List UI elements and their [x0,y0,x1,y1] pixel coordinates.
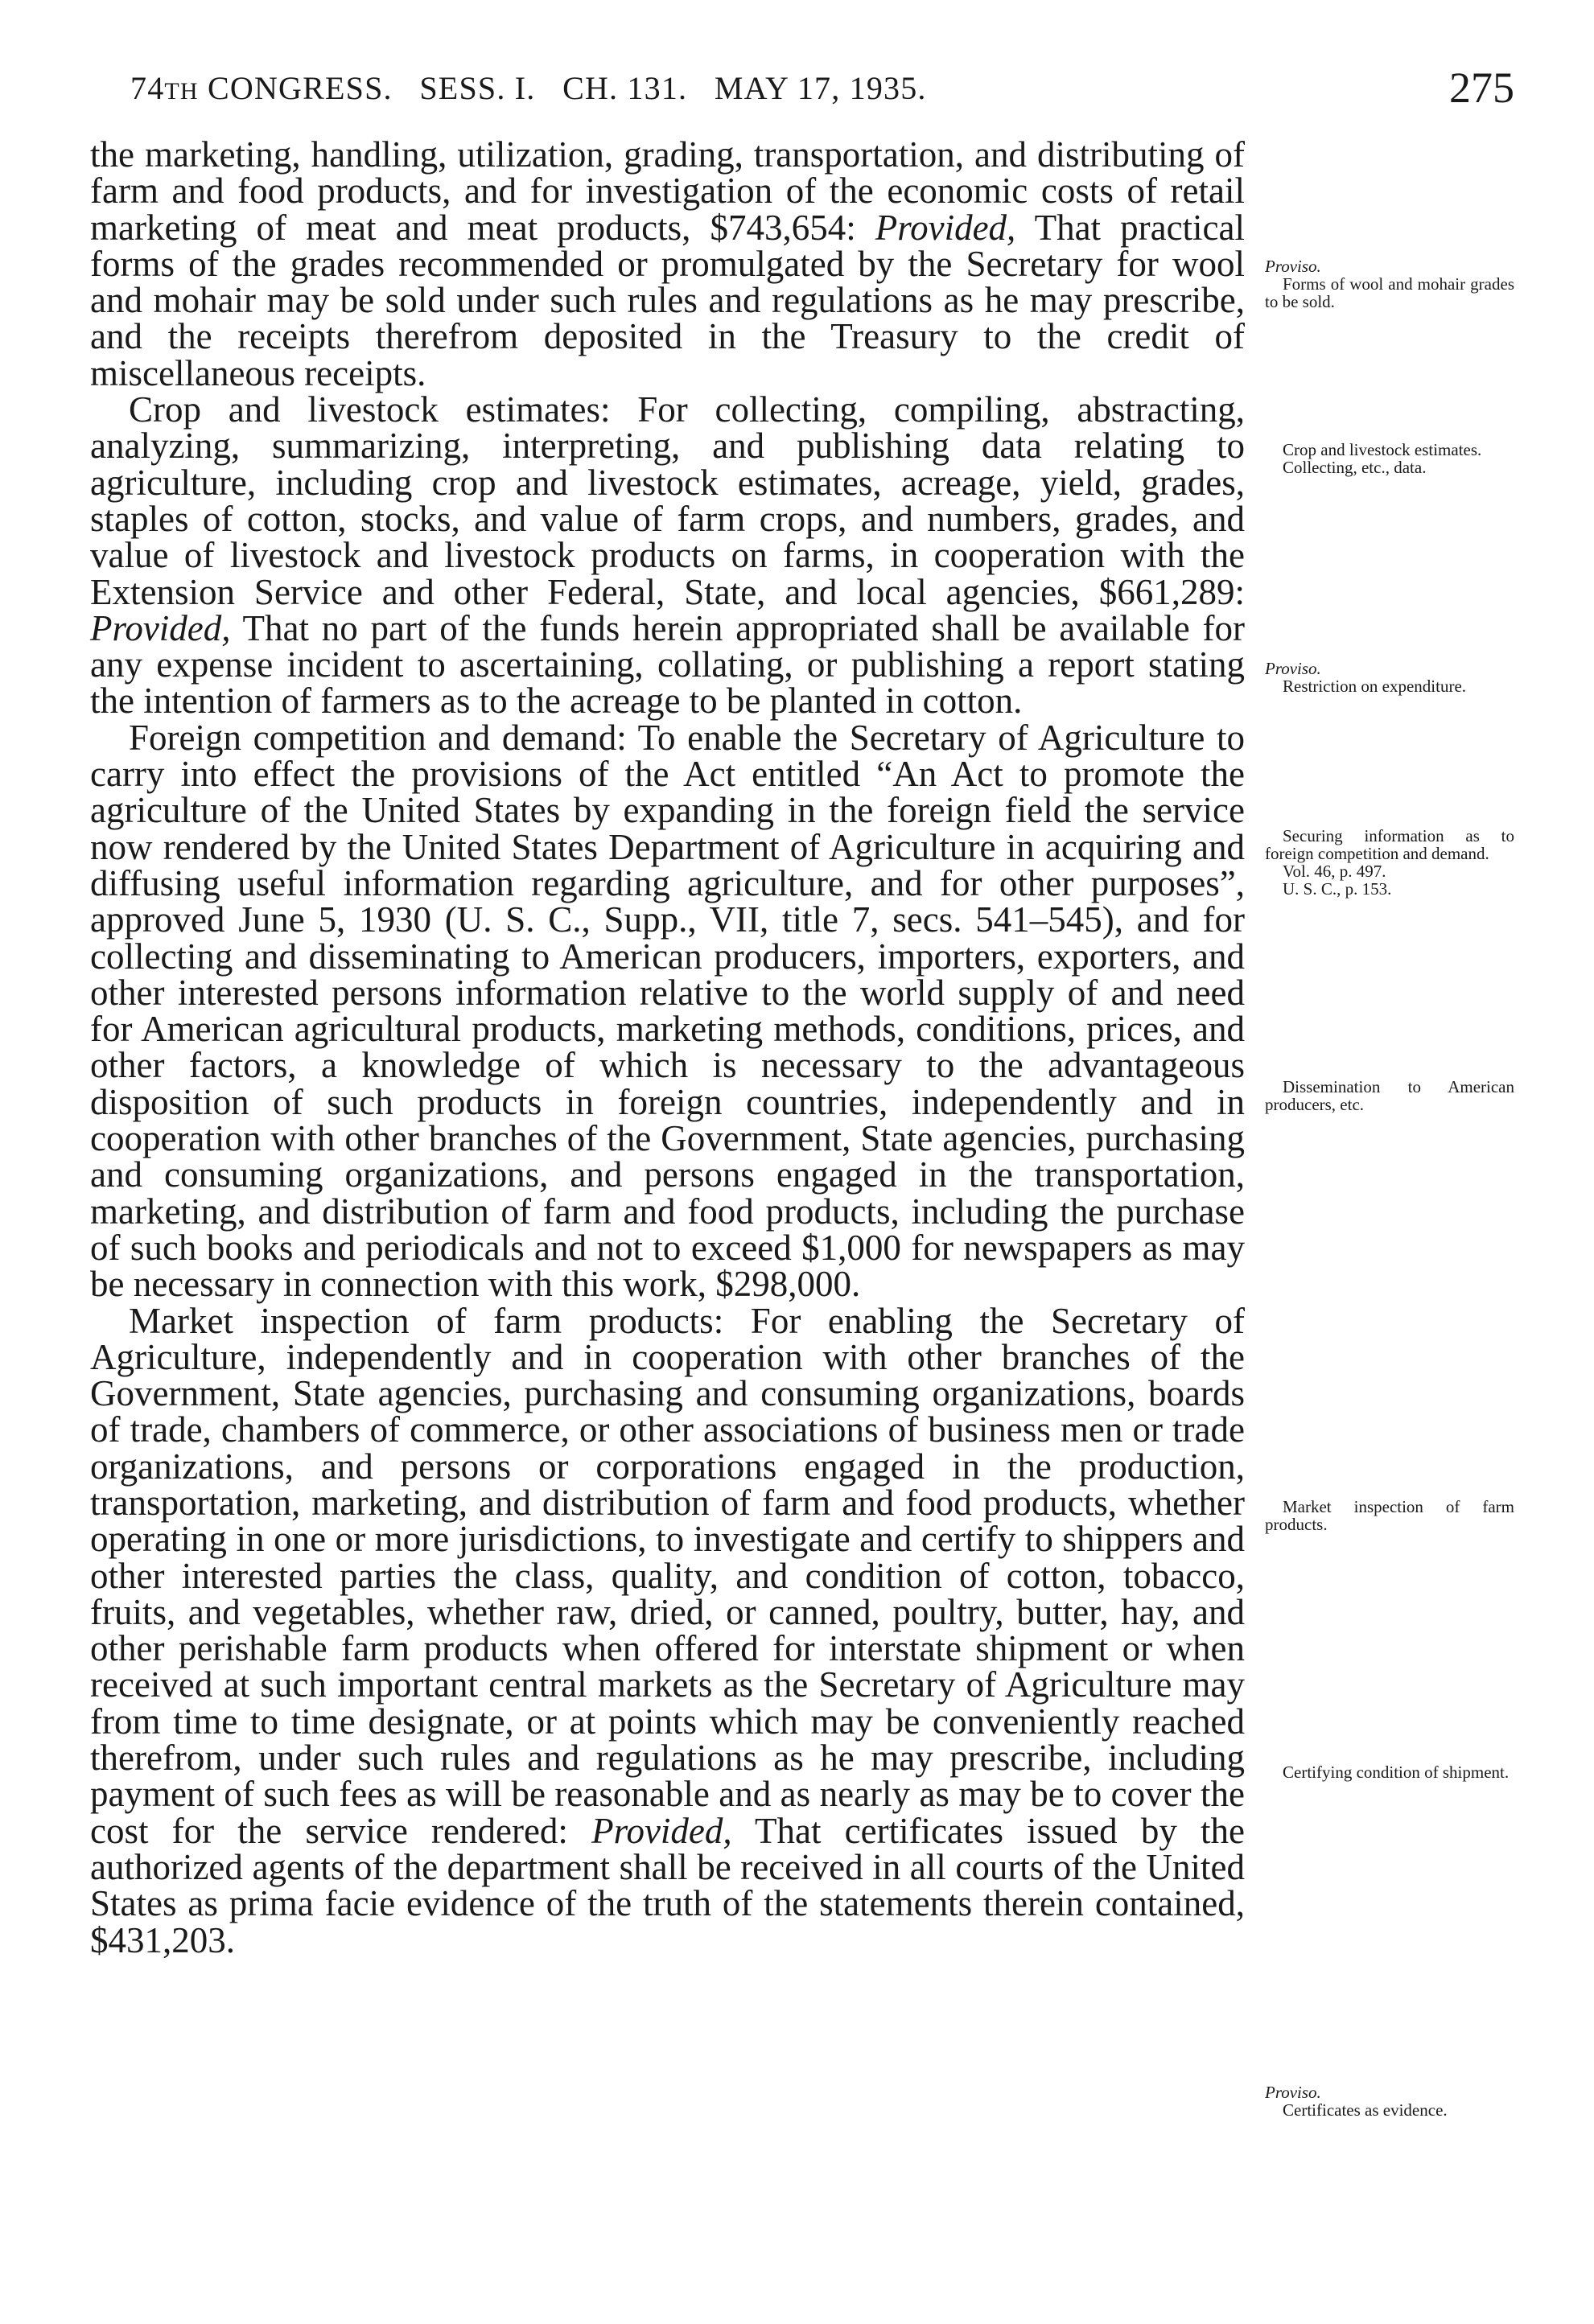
date-label: MAY 17, 1935. [714,70,927,106]
margin-note-market-inspection [1265,1498,1514,1533]
running-title [130,69,927,107]
paragraph-marketing [90,134,1245,393]
margin-proviso: Proviso. [1265,2083,1321,2102]
margin-proviso: Proviso. [1265,659,1321,678]
paragraph-text: the marketing, handling, utilization, grading, transportation, and distributing of farm and food products, and for investigation of the economic costs of retail marketing of meat and meat products, $743,654: [90,134,1245,248]
paragraph-text: Crop and livestock estimates: For collecting, compiling, abstracting, analyzing, summarizing, interpreting, and publishing data relating to agriculture, including crop and livestock estimates, acreage, yield, grades, staples of cotton, stocks, and value of farm crops, and numbers, grades, and value of livestock and livestock products on farms, in cooperation with the Extension Service and other Federal, State, and local agencies, $661,289: [90,389,1245,612]
margin-note-text: Certificates as evidence. [1283,2100,1448,2120]
margin-note-certifying [1265,1763,1514,1781]
running-head [130,63,1514,119]
margin-note-reference: U. S. C., p. 153. [1283,879,1392,899]
margin-note-text: Forms of wool and mohair grades to be sold. [1265,274,1514,311]
margin-note-restriction [1265,660,1514,695]
congress-ordinal: TH [164,78,199,105]
margin-note-wool-mohair [1265,257,1514,311]
paragraph-foreign-competition [90,717,1245,1305]
session-label: SESS. I. [419,70,536,106]
margin-note-text: Market inspection of farm products. [1265,1497,1514,1534]
margin-proviso: Proviso. [1265,257,1321,276]
congress-number: 74 [130,70,165,106]
margin-note-certificates [1265,2083,1514,2119]
margin-note-text: Crop and livestock estimates. [1283,440,1482,459]
margin-note-foreign-competition [1265,827,1514,898]
margin-note-text: Certifying condition of shipment. [1283,1763,1510,1782]
margin-note-subtext: Collecting, etc., data. [1283,458,1427,477]
page-number: 275 [1449,64,1514,112]
paragraph-market-inspection [90,1300,1245,1960]
proviso-word: Provided, [90,607,231,648]
margin-note-text: Restriction on expenditure. [1283,677,1467,696]
chapter-label: CH. 131. [562,70,688,106]
body-text [90,134,1246,1960]
proviso-word: Provided, [875,207,1016,248]
margin-note-text: Dissemination to American producers, etc. [1265,1077,1514,1114]
proviso-word: Provided, [591,1810,732,1851]
paragraph-text: That practical forms of the grades recommended or promulgated by the Secretary for wool and mohair may be sold under such rules and regulations as he may prescribe, and the receipts therefrom deposited in the Treasury to the credit of miscellaneous receipts. [90,207,1245,393]
paragraph-text: That certificates issued by the authorized agents of the department shall be received in all courts of the United States as prima facie evidence of the truth of the statements therein contained, $431,203. [90,1810,1245,1960]
paragraph-text: Foreign competition and demand: To enable the Secretary of Agriculture to carry into effect the provisions of the Act entitled “An Act to promote the agriculture of the United States by expanding in the foreign field the service now rendered by the United States Department of Agriculture in acquiring and diffusing useful information regarding agriculture, and for other purposes”, approved June 5, 1930 (U. S. C., Supp., VII, title 7, secs. 541–545), and for collecting and disseminating to American producers, importers, exporters, and other interested persons information relative to the world supply of and need for American agricultural products, marketing methods, conditions, prices, and other factors, a knowledge of which is necessary to the advantageous disposition of such products in foreign countries, independently and in cooperation with other branches of the Government, State agencies, purchasing and consuming organizations, and persons engaged in the transportation, marketing, and distribution of farm and food products, including the purchase of such books and periodicals and not to exceed $1,000 for newspapers as may be necessary in connection with this work, $298,000. [90,717,1245,1305]
margin-note-crop-estimates [1265,441,1514,476]
paragraph-text: That no part of the funds herein appropriated shall be available for any expense incident to ascertaining, collating, or publishing a report stating the intention of farmers as to the acreage to be planted in cotton. [90,607,1246,722]
margin-note-reference: Vol. 46, p. 497. [1283,862,1386,881]
paragraph-text: Market inspection of farm products: For enabling the Secretary of Agriculture, independently and in cooperation with other branches of the Government, State agencies, purchasing and consuming organizations, boards of trade, chambers of commerce, or other associations of business men or trade organizations, and persons or corporations engaged in the production, transportation, marketing, and distribution of farm and food products, whether operating in one or more jurisdictions, to investigate and certify to shippers and other interested parties the class, quality, and condition of cotton, tobacco, fruits, and vegetables, whether raw, dried, or canned, poultry, butter, hay, and other perishable farm products when offered for interstate shipment or when received at such important central markets as the Secretary of Agriculture may from time to time designate, or at points which may be conveniently reached therefrom, under such rules and regulations as he may prescribe, including payment of such fees as will be reasonable and as nearly as may be to cover the cost for the service rendered: [90,1300,1245,1851]
congress-label: CONGRESS. [208,70,393,106]
margin-note-text: Securing information as to foreign competition and demand. [1265,826,1514,863]
margin-note-dissemination [1265,1078,1514,1113]
paragraph-crop-estimates [90,389,1246,722]
